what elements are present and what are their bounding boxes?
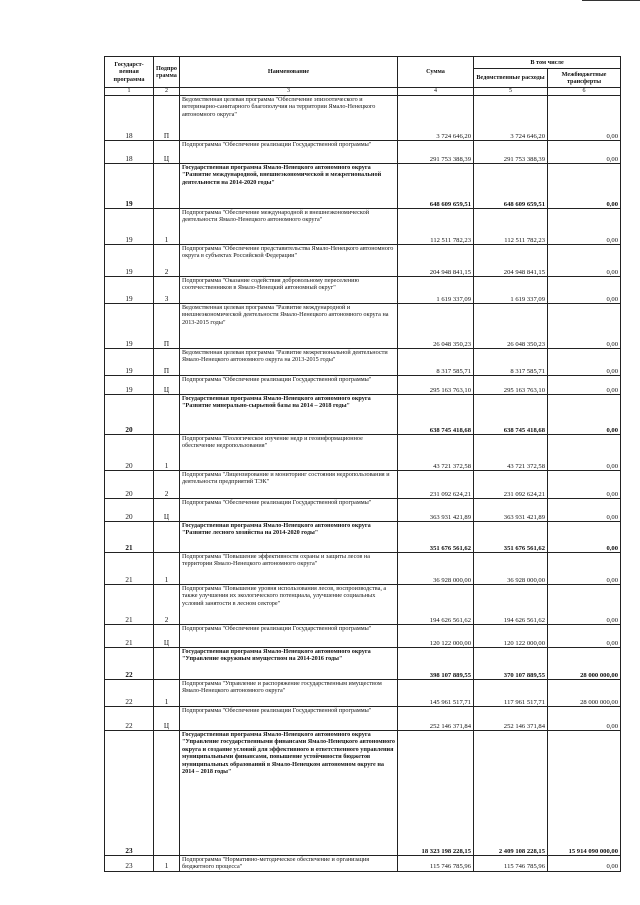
program-code-cell: 22: [105, 680, 154, 707]
departmental-cell: 1 619 337,09: [474, 277, 548, 304]
header-num-4: 4: [398, 88, 474, 96]
sum-cell: 43 721 372,58: [398, 435, 474, 471]
interbudget-cell: 0,00: [548, 522, 621, 553]
sum-cell: 291 753 388,39: [398, 141, 474, 164]
program-code-cell: 19: [105, 245, 154, 277]
table-header: [105, 57, 621, 96]
program-code-cell: 19: [105, 376, 154, 395]
subprogram-code-cell: 2: [154, 585, 180, 625]
header-departmental: Ведомственные расходы: [474, 69, 548, 88]
subprogram-code-cell: Ц: [154, 625, 180, 648]
program-name-cell: Подпрограмма "Обеспечение реализации Государственной программы": [180, 141, 398, 164]
program-code-cell: 19: [105, 209, 154, 245]
program-name-cell: Подпрограмма "Повышение эффективности охраны и защиты лесов на территории Ямало-Ненецкого автономного округа": [180, 553, 398, 585]
subprogram-code-cell: 1: [154, 435, 180, 471]
departmental-cell: 2 409 108 228,15: [474, 731, 548, 856]
departmental-cell: 8 317 585,71: [474, 349, 548, 376]
sum-cell: 112 511 782,23: [398, 209, 474, 245]
program-name-cell: Подпрограмма "Повышение уровня использования лесов, воспроизводства, а также улучшения их экологического потенциала, улучшение социальных условий занятости в лесном секторе": [180, 585, 398, 625]
departmental-cell: 117 961 517,71: [474, 680, 548, 707]
program-code-cell: 20: [105, 499, 154, 522]
interbudget-cell: 15 914 090 000,00: [548, 731, 621, 856]
table-row: [105, 304, 621, 349]
interbudget-cell: 0,00: [548, 585, 621, 625]
subprogram-code-cell: [154, 164, 180, 209]
subprogram-code-cell: [154, 648, 180, 680]
table-row: [105, 856, 621, 872]
table-row: [105, 585, 621, 625]
table-row: [105, 522, 621, 553]
program-name-cell: Подпрограмма "Обеспечение реализации Государственной программы": [180, 499, 398, 522]
interbudget-cell: 0,00: [548, 625, 621, 648]
header-num-3: 3: [180, 88, 398, 96]
program-name-cell: Государственная программа Ямало-Ненецкого автономного округа "Развитие лесного хозяйства на 2014-2020 годы": [180, 522, 398, 553]
departmental-cell: 231 092 624,21: [474, 471, 548, 499]
departmental-cell: 43 721 372,58: [474, 435, 548, 471]
program-name-cell: Подпрограмма "Обеспечение представительства Ямало-Ненецкого автономного округа в субъектах Российской Федерации": [180, 245, 398, 277]
program-code-cell: 21: [105, 522, 154, 553]
table-row: [105, 96, 621, 141]
program-name-cell: Ведомственная целевая программа "Развитие международной и внешнеэкономической деятельности Ямало-Ненецкого автономного округа на 2013-2015 годы": [180, 304, 398, 349]
subprogram-code-cell: 1: [154, 680, 180, 707]
sum-cell: 638 745 418,68: [398, 395, 474, 435]
interbudget-cell: 0,00: [548, 141, 621, 164]
departmental-cell: 120 122 000,00: [474, 625, 548, 648]
departmental-cell: 36 928 000,00: [474, 553, 548, 585]
table-row: [105, 648, 621, 680]
interbudget-cell: 0,00: [548, 209, 621, 245]
departmental-cell: 3 724 646,20: [474, 96, 548, 141]
table-row: [105, 435, 621, 471]
subprogram-code-cell: 1: [154, 209, 180, 245]
interbudget-cell: 0,00: [548, 349, 621, 376]
departmental-cell: 204 948 841,15: [474, 245, 548, 277]
header-in-total: В том числе: [474, 57, 621, 69]
program-code-cell: 20: [105, 435, 154, 471]
departmental-cell: 252 146 371,84: [474, 707, 548, 731]
sum-cell: 231 092 624,21: [398, 471, 474, 499]
interbudget-cell: 0,00: [548, 376, 621, 395]
subprogram-code-cell: [154, 395, 180, 435]
program-code-cell: 23: [105, 856, 154, 872]
budget-table: [104, 56, 621, 872]
departmental-cell: 648 609 659,51: [474, 164, 548, 209]
program-name-cell: Государственная программа Ямало-Ненецкого автономного округа "Управление окружным имуществом на 2014-2016 годы": [180, 648, 398, 680]
program-name-cell: Подпрограмма "Обеспечение реализации Государственной программы": [180, 376, 398, 395]
table-row: [105, 625, 621, 648]
interbudget-cell: 0,00: [548, 553, 621, 585]
subprogram-code-cell: 3: [154, 277, 180, 304]
departmental-cell: 115 746 785,96: [474, 856, 548, 872]
interbudget-cell: 0,00: [548, 499, 621, 522]
interbudget-cell: 0,00: [548, 96, 621, 141]
program-name-cell: Государственная программа Ямало-Ненецкого автономного округа "Управление государственными финансами Ямало-Ненецкого автономного округа и создание условий для эффективного и ответственного управления муниципальными финансами, повышение устойчивости бюджетов муниципальных образований в Ямало-Ненецком автономном округе на 2014 – 2018 годы": [180, 731, 398, 856]
header-sum: Сумма: [398, 57, 474, 88]
subprogram-code-cell: Ц: [154, 499, 180, 522]
program-code-cell: 23: [105, 731, 154, 856]
subprogram-code-cell: [154, 522, 180, 553]
interbudget-cell: 28 000 000,00: [548, 648, 621, 680]
subprogram-code-cell: П: [154, 304, 180, 349]
departmental-cell: 295 163 763,10: [474, 376, 548, 395]
subprogram-code-cell: Ц: [154, 707, 180, 731]
table-row: [105, 277, 621, 304]
scan-corner-line: [582, 0, 640, 1]
program-name-cell: Государственная программа Ямало-Ненецкого автономного округа "Развитие минерально-сырьевой базы на 2014 – 2018 годы": [180, 395, 398, 435]
program-name-cell: Ведомственная целевая программа "Развитие межрегиональной деятельности Ямало-Ненецкого автономного округа на 2013-2015 годы": [180, 349, 398, 376]
header-subprogram: Подпро грамма: [154, 57, 180, 88]
table-body: [105, 96, 621, 872]
sum-cell: 3 724 646,20: [398, 96, 474, 141]
program-name-cell: Подпрограмма "Геологическое изучение недр и геоинформационное обеспечение недропользования": [180, 435, 398, 471]
program-name-cell: Подпрограмма "Обеспечение международной и внешнеэкономической деятельности Ямало-Ненецкого автономного округа": [180, 209, 398, 245]
subprogram-code-cell: 1: [154, 553, 180, 585]
interbudget-cell: 0,00: [548, 856, 621, 872]
program-code-cell: 19: [105, 277, 154, 304]
interbudget-cell: 28 000 000,00: [548, 680, 621, 707]
interbudget-cell: 0,00: [548, 277, 621, 304]
table-row: [105, 499, 621, 522]
sum-cell: 648 609 659,51: [398, 164, 474, 209]
sum-cell: 204 948 841,15: [398, 245, 474, 277]
sum-cell: 8 317 585,71: [398, 349, 474, 376]
sum-cell: 1 619 337,09: [398, 277, 474, 304]
program-code-cell: 20: [105, 471, 154, 499]
sum-cell: 36 928 000,00: [398, 553, 474, 585]
table-row: [105, 164, 621, 209]
subprogram-code-cell: П: [154, 349, 180, 376]
subprogram-code-cell: 2: [154, 245, 180, 277]
program-name-cell: Подпрограмма "Управление и распоряжение государственным имуществом Ямало-Ненецкого автономного округа": [180, 680, 398, 707]
header-program: Государст-венная программа: [105, 57, 154, 88]
header-num-5: 5: [474, 88, 548, 96]
table-row: [105, 731, 621, 856]
program-code-cell: 21: [105, 553, 154, 585]
program-code-cell: 20: [105, 395, 154, 435]
interbudget-cell: 0,00: [548, 395, 621, 435]
sum-cell: 145 961 517,71: [398, 680, 474, 707]
program-code-cell: 22: [105, 648, 154, 680]
departmental-cell: 351 676 561,62: [474, 522, 548, 553]
program-code-cell: 22: [105, 707, 154, 731]
header-num-2: 2: [154, 88, 180, 96]
table-row: [105, 349, 621, 376]
table-row: [105, 209, 621, 245]
header-num-6: 6: [548, 88, 621, 96]
subprogram-code-cell: П: [154, 96, 180, 141]
program-name-cell: Подпрограмма "Оказание содействия добровольному переселению соотечественников в Ямало-Ненецкий автономный округ": [180, 277, 398, 304]
sum-cell: 398 107 889,55: [398, 648, 474, 680]
table-row: [105, 553, 621, 585]
departmental-cell: 194 626 561,62: [474, 585, 548, 625]
table-row: [105, 707, 621, 731]
interbudget-cell: 0,00: [548, 435, 621, 471]
table-row: [105, 141, 621, 164]
header-interbudget: Межбюджетные трансферты: [548, 69, 621, 88]
program-name-cell: Подпрограмма "Обеспечение реализации Государственной программы": [180, 625, 398, 648]
interbudget-cell: 0,00: [548, 245, 621, 277]
departmental-cell: 26 048 350,23: [474, 304, 548, 349]
table-row: [105, 471, 621, 499]
subprogram-code-cell: [154, 731, 180, 856]
interbudget-cell: 0,00: [548, 164, 621, 209]
interbudget-cell: 0,00: [548, 707, 621, 731]
departmental-cell: 370 107 889,55: [474, 648, 548, 680]
departmental-cell: 363 931 421,89: [474, 499, 548, 522]
program-name-cell: Подпрограмма "Обеспечение реализации Государственной программы": [180, 707, 398, 731]
program-name-cell: Ведомственная целевая программа "Обеспечение эпизоотического и ветеринарно-санитарного благополучия на территории Ямало-Ненецкого автономного округа": [180, 96, 398, 141]
header-num-1: 1: [105, 88, 154, 96]
program-code-cell: 19: [105, 304, 154, 349]
program-code-cell: 21: [105, 585, 154, 625]
departmental-cell: 291 753 388,39: [474, 141, 548, 164]
sum-cell: 351 676 561,62: [398, 522, 474, 553]
sum-cell: 18 323 198 228,15: [398, 731, 474, 856]
program-code-cell: 21: [105, 625, 154, 648]
table-row: [105, 376, 621, 395]
sum-cell: 252 146 371,84: [398, 707, 474, 731]
program-name-cell: Подпрограмма "Нормативно-методическое обеспечение и организация бюджетного процесса": [180, 856, 398, 872]
interbudget-cell: 0,00: [548, 304, 621, 349]
program-code-cell: 18: [105, 141, 154, 164]
header-name: Наименование: [180, 57, 398, 88]
sum-cell: 363 931 421,89: [398, 499, 474, 522]
subprogram-code-cell: 1: [154, 856, 180, 872]
program-name-cell: Подпрограмма "Лицензирование и мониторинг состояния недропользования и деятельности предприятий ТЭК": [180, 471, 398, 499]
subprogram-code-cell: 2: [154, 471, 180, 499]
departmental-cell: 638 745 418,68: [474, 395, 548, 435]
interbudget-cell: 0,00: [548, 471, 621, 499]
program-code-cell: 19: [105, 164, 154, 209]
departmental-cell: 112 511 782,23: [474, 209, 548, 245]
subprogram-code-cell: Ц: [154, 376, 180, 395]
sum-cell: 120 122 000,00: [398, 625, 474, 648]
table-row: [105, 395, 621, 435]
table-row: [105, 245, 621, 277]
sum-cell: 26 048 350,23: [398, 304, 474, 349]
sum-cell: 115 746 785,96: [398, 856, 474, 872]
program-code-cell: 19: [105, 349, 154, 376]
program-name-cell: Государственная программа Ямало-Ненецкого автономного округа "Развитие международной, внешнеэкономической и межрегиональной деятельности на 2014-2020 годы": [180, 164, 398, 209]
program-code-cell: 18: [105, 96, 154, 141]
sum-cell: 194 626 561,62: [398, 585, 474, 625]
table-row: [105, 680, 621, 707]
subprogram-code-cell: Ц: [154, 141, 180, 164]
sum-cell: 295 163 763,10: [398, 376, 474, 395]
